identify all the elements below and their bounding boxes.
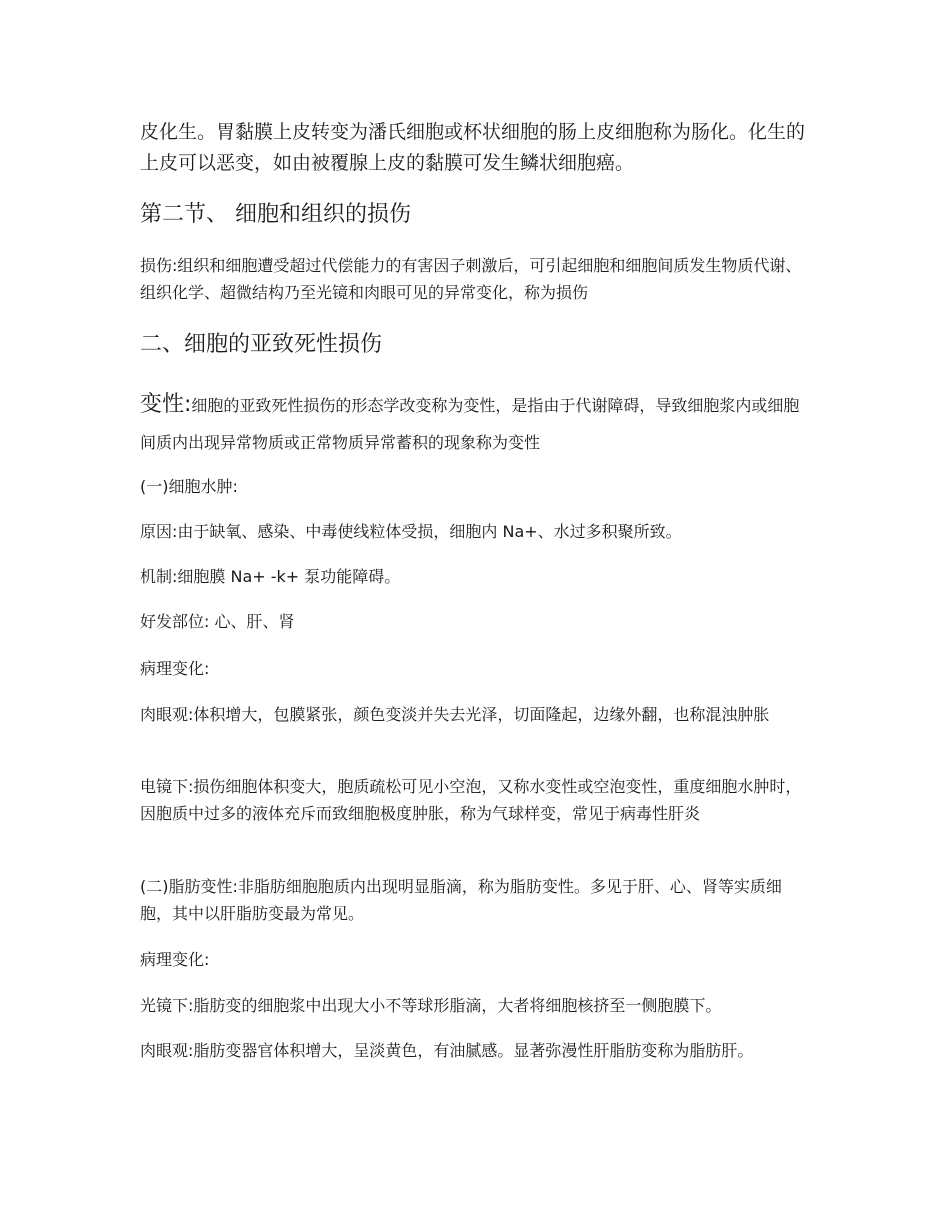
paragraph-cause: 原因:由于缺氧、感染、中毒使线粒体受损，细胞内 Na+、水过多积聚所致。	[140, 522, 682, 541]
degeneration-text: 细胞的亚致死性损伤的形态学改变称为变性，是指由于代谢障碍，导致细胞浆内或细胞间质内出现异常物质或正常物质异常蓄积的现象称为变性	[140, 396, 800, 452]
paragraph-electron-microscope: 电镜下:损伤细胞体积变大，胞质疏松可见小空泡，又称水变性或空泡变性，重度细胞水肿时，因胞质中过多的液体充斥而致细胞极度肿胀，称为气球样变，常见于病毒性肝炎	[140, 777, 802, 823]
subsection-heading-sublethal-injury: 二、细胞的亚致死性损伤	[140, 332, 383, 357]
paragraph-degeneration	[140, 386, 812, 461]
paragraph-gross-view-1: 肉眼观:体积增大，包膜紧张，颜色变淡并失去光泽，切面隆起，边缘外翻，也称混浊肿胀	[140, 705, 770, 724]
paragraph-metaplasia-end: 皮化生。胃黏膜上皮转变为潘氏细胞或杯状细胞的肠上皮细胞称为肠化。化生的上皮可以恶变，如由被覆腺上皮的黏膜可发生鳞状细胞癌。	[140, 121, 806, 174]
degeneration-term: 变性:	[140, 392, 192, 417]
paragraph-sites: 好发部位: 心、肝、肾	[140, 612, 295, 631]
paragraph-light-microscope: 光镜下:脂肪变的细胞浆中出现大小不等球形脂滴，大者将细胞核挤至一侧胞膜下。	[140, 996, 722, 1015]
label-pathological-change-2: 病理变化:	[140, 950, 210, 969]
label-pathological-change-1: 病理变化:	[140, 659, 210, 678]
paragraph-injury-definition: 损伤:组织和细胞遭受超过代偿能力的有害因子刺激后，可引起细胞和细胞间质发生物质代谢、组织化学、超微结构乃至光镜和肉眼可见的异常变化，称为损伤	[140, 256, 802, 302]
paragraph-fatty-change: (二)脂肪变性:非脂肪细胞胞质内出现明显脂滴，称为脂肪变性。多见于肝、心、肾等实质细胞，其中以肝脂肪变最为常见。	[140, 877, 782, 923]
paragraph-mechanism: 机制:细胞膜 Na+ -k+ 泵功能障碍。	[140, 567, 401, 586]
paragraph-gross-view-2: 肉眼观:脂肪变器官体积增大，呈淡黄色，有油腻感。显著弥漫性肝脂肪变称为脂肪肝。	[140, 1041, 754, 1060]
heading-cell-edema: (一)细胞水肿:	[140, 477, 238, 496]
section-heading-cell-injury: 第二节、 细胞和组织的损伤	[140, 202, 411, 227]
